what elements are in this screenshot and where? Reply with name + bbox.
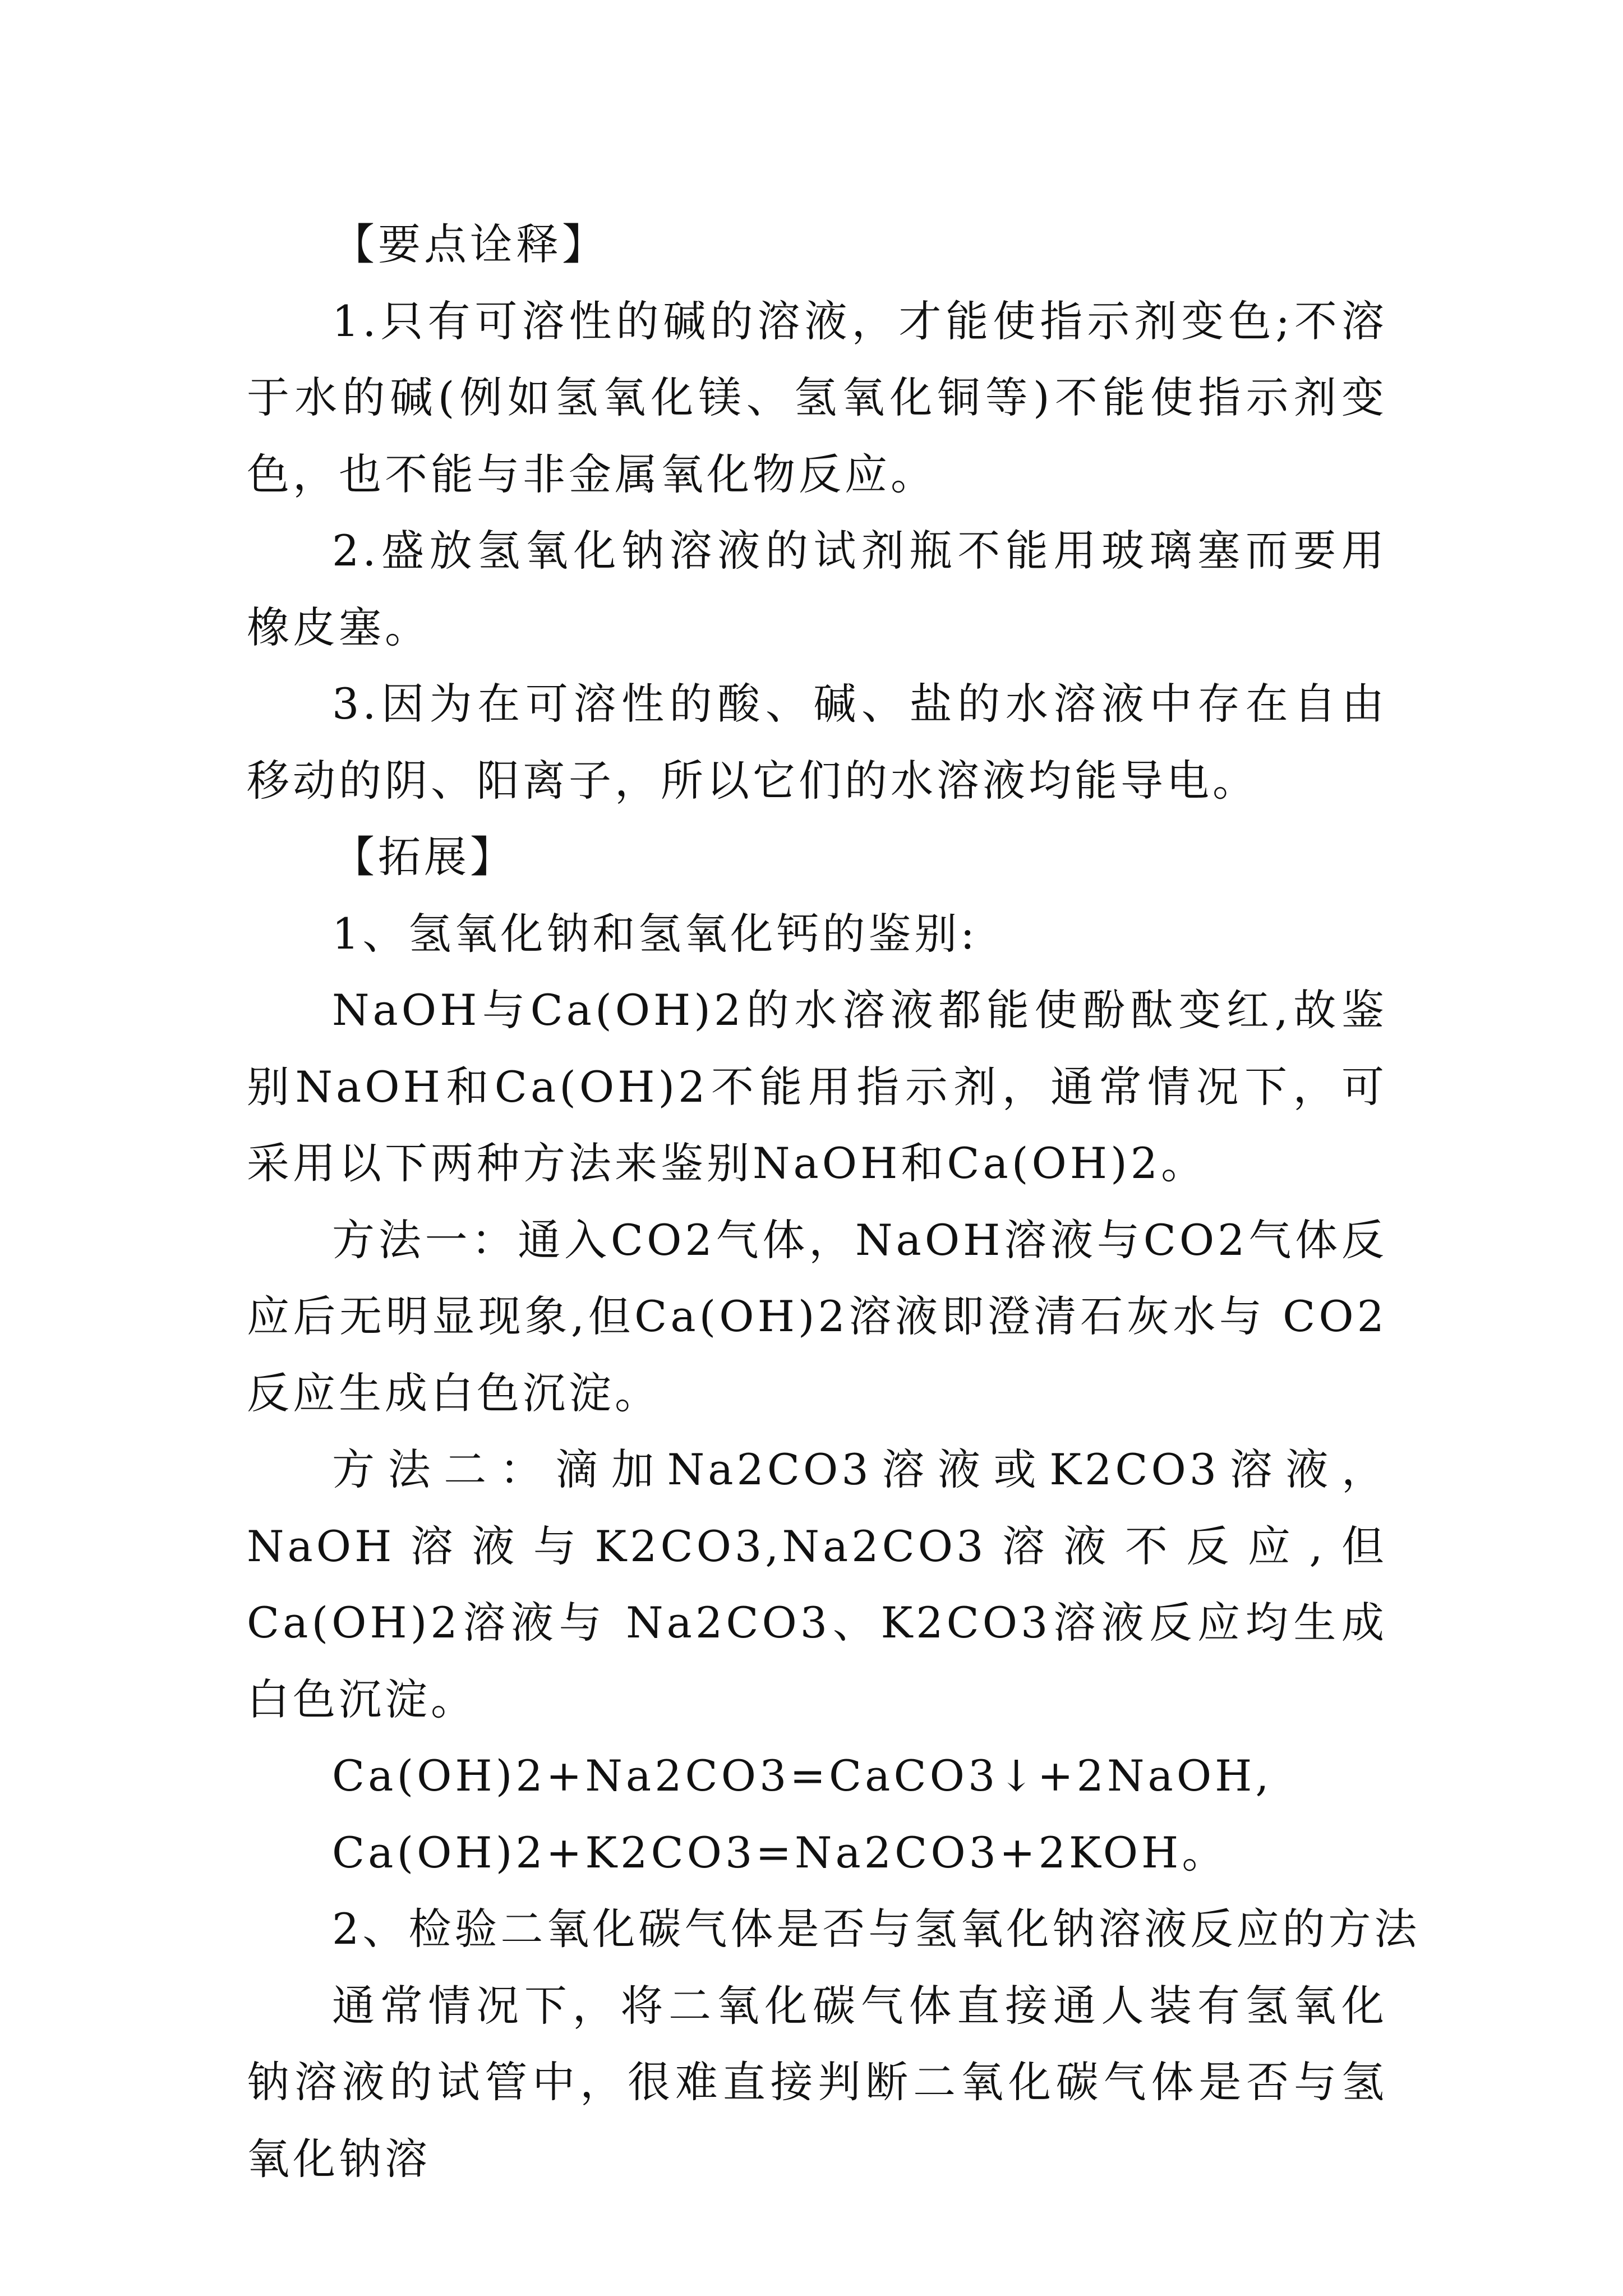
paragraph-method-one: 方法一：通入CO2气体，NaOH溶液与CO2气体反应后无明显现象,但Ca(OH)2溶液即澄清石灰水与 CO2反应生成白色沉淀。 bbox=[247, 1214, 1387, 1418]
paragraph-note-2: 2.盛放氢氧化钠溶液的试剂瓶不能用玻璃塞而要用橡皮塞。 bbox=[247, 526, 1387, 652]
paragraph-identification-intro: NaOH与Ca(OH)2的水溶液都能使酚酞变红,故鉴别NaOH和Ca(OH)2不能用指示剂，通常情况下，可采用以下两种方法来鉴别NaOH和Ca(OH)2。 bbox=[247, 985, 1387, 1188]
paragraph-method-two: 方法二：滴加Na2CO3溶液或K2CO3溶液，NaOH溶液与K2CO3,Na2CO3溶液不反应,但Ca(OH)2溶液与 Na2CO3、K2CO3溶液反应均生成白色沉淀。 bbox=[247, 1444, 1387, 1724]
subheading-identification: 1、氢氧化钠和氢氧化钙的鉴别: bbox=[332, 908, 978, 959]
equation-1: Ca(OH)2+Na2CO3=CaCO3↓+2NaOH, bbox=[332, 1751, 1272, 1801]
section-heading-key-points: 【要点诠释】 bbox=[332, 219, 608, 269]
paragraph-co2-test: 通常情况下，将二氧化碳气体直接通人装有氢氧化钠溶液的试管中，很难直接判断二氧化碳气体是否与氢氧化钠溶 bbox=[247, 1980, 1387, 2184]
equation-2: Ca(OH)2+K2CO3=Na2CO3+2KOH。 bbox=[332, 1827, 1228, 1878]
subheading-co2-test: 2、检验二氧化碳气体是否与氢氧化钠溶液反应的方法 bbox=[332, 1904, 1421, 1954]
paragraph-note-1: 1.只有可溶性的碱的溶液，才能使指示剂变色;不溶于水的碱(例如氢氧化镁、氢氧化铜等)不能使指示剂变色，也不能与非金属氧化物反应。 bbox=[247, 296, 1387, 499]
document-body bbox=[247, 206, 1421, 2197]
paragraph-note-3: 3.因为在可溶性的酸、碱、盐的水溶液中存在自由移动的阴、阳离子，所以它们的水溶液均能导电。 bbox=[247, 679, 1387, 806]
section-heading-extension: 【拓展】 bbox=[332, 832, 516, 882]
